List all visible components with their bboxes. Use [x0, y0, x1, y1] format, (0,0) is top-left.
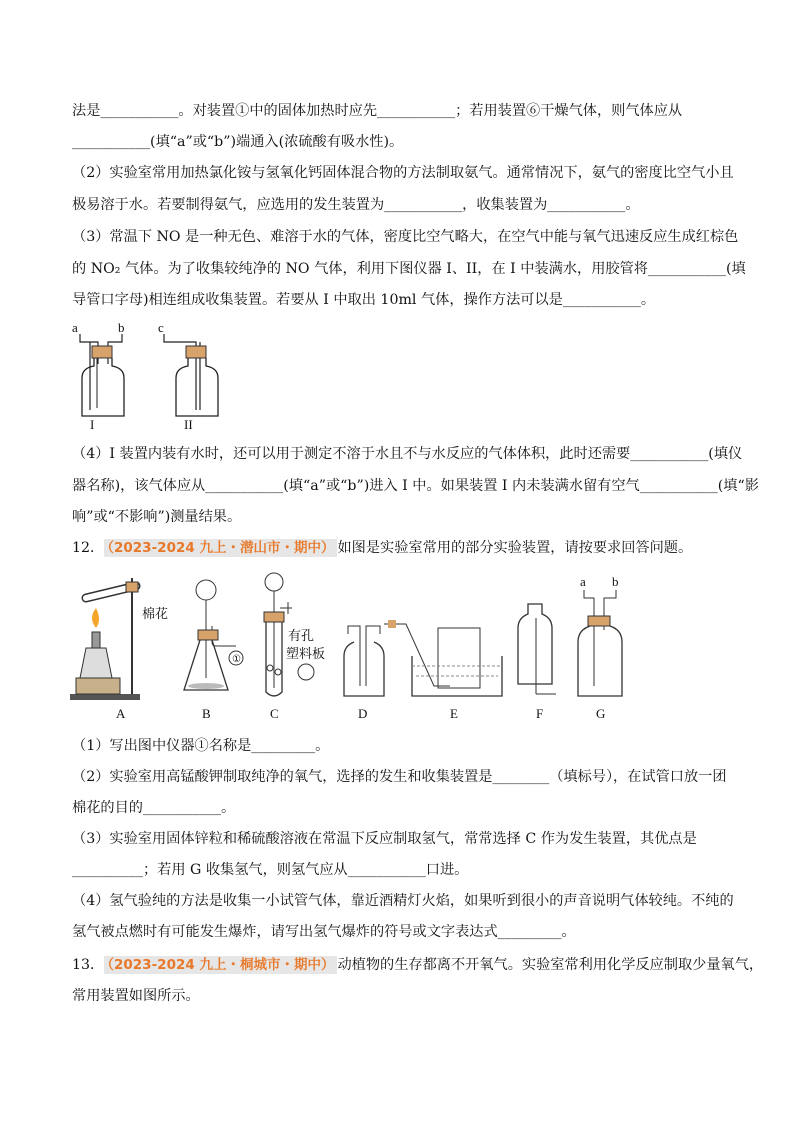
text-line-15: __________；若用 G 收集氢气，则氢气应从___________口进。 [72, 862, 469, 878]
question-number: 12． [72, 540, 105, 556]
source-tag: （2023-2024 九上・潜山市・期中） [104, 539, 337, 557]
text-line-11: （1）写出图中仪器①名称是_________。 [72, 738, 330, 754]
text-line-12: （2）实验室用高锰酸钾制取纯净的氧气，选择的发生和收集装置是________（填标号），在试管口放一团 [72, 769, 727, 785]
label-cotton: 棉花 [142, 607, 169, 622]
figure-bottles-I-II [68, 318, 228, 433]
question-12-line [72, 538, 794, 558]
label-G-a: a [580, 574, 586, 589]
text-line-4: 极易溶于水。若要制得氨气，应选用的发生装置为___________，收集装置为___________。 [72, 197, 640, 213]
text-line-1: 法是___________。对装置①中的固体加热时应先___________；若用装置⑥干燥气体，则气体应从 [72, 103, 683, 119]
text-line-8: （4）I 装置内装有水时，还可以用于测定不溶于水且不与水反应的气体体积，此时还需要___________(填仪 [72, 446, 743, 462]
label-c: c [158, 320, 164, 335]
text-line-9: 器名称)，该气体应从___________(填“a”或“b”)进入 I 中。如果装置 I 内未装满水留有空气___________(填“影 [72, 478, 759, 494]
text-line-3: （2）实验室常用加热氯化铵与氢氧化钙固体混合物的方法制取氨气。通常情况下，氨气的密度比空气小且 [72, 165, 734, 181]
source-tag: （2023-2024 九上・桐城市・期中） [104, 956, 337, 974]
question-text: 如图是实验室常用的部分实验装置，请按要求回答问题。 [337, 540, 693, 556]
text-line-14: （3）实验室用固体锌粒和稀硫酸溶液在常温下反应制取氢气，常常选择 C 作为发生装置，其优点是 [72, 831, 697, 847]
apparatus-G [578, 574, 622, 721]
label-II: II [184, 417, 193, 432]
apparatus-A [70, 578, 168, 721]
text-line-18: 常用装置如图所示。 [72, 988, 200, 1004]
apparatus-D [344, 626, 384, 721]
text-line-2: ___________(填“a”或“b”)端通入(浓硫酸有吸水性)。 [72, 134, 404, 150]
text-line-17: 氢气被点燃时有可能发生爆炸，请写出氢气爆炸的符号或文字表达式_________。 [72, 924, 576, 940]
figure-apparatus-A-G [66, 568, 666, 726]
apparatus-B [184, 580, 243, 721]
text-line-10: 响”或“不影响”)测量结果。 [72, 509, 242, 525]
apparatus-E [384, 620, 502, 721]
label-F: F [536, 706, 544, 721]
label-A: A [116, 706, 126, 721]
text-line-13: 棉花的目的___________。 [72, 800, 236, 816]
label-plate-1: 有孔 [288, 629, 315, 644]
label-E: E [450, 706, 458, 721]
label-I: I [90, 417, 95, 432]
question-text: 动植物的生存都离不开氧气。实验室常利用化学反应制取少量氧气， [337, 957, 764, 973]
text-line-6: 的 NO₂ 气体。为了收集较纯净的 NO 气体，利用下图仪器 I、II，在 I 中装满水，用胶管将___________(填 [72, 261, 746, 277]
apparatus-F [518, 604, 556, 721]
label-G-b: b [612, 574, 619, 589]
label-B: B [202, 706, 211, 721]
question-13-line [72, 955, 794, 975]
label-plate-2: 塑料板 [286, 647, 326, 662]
label-circle-1: ① [232, 654, 241, 665]
label-b: b [118, 320, 125, 335]
text-line-7: 导管口字母)相连组成收集装置。若要从 I 中取出 10ml 气体，操作方法可以是___________。 [72, 292, 656, 308]
label-a: a [72, 320, 78, 335]
text-line-16: （4）氢气验纯的方法是收集一小试管气体，靠近酒精灯火焰，如果听到很小的声音说明气体较纯。不纯的 [72, 893, 734, 909]
label-G: G [596, 706, 606, 721]
label-D: D [358, 706, 368, 721]
label-C: C [270, 706, 279, 721]
question-number: 13． [72, 957, 105, 973]
text-line-5: （3）常温下 NO 是一种无色、难溶于水的气体，密度比空气略大，在空气中能与氧气迅速反应生成红棕色 [72, 229, 739, 245]
apparatus-C [264, 573, 325, 721]
